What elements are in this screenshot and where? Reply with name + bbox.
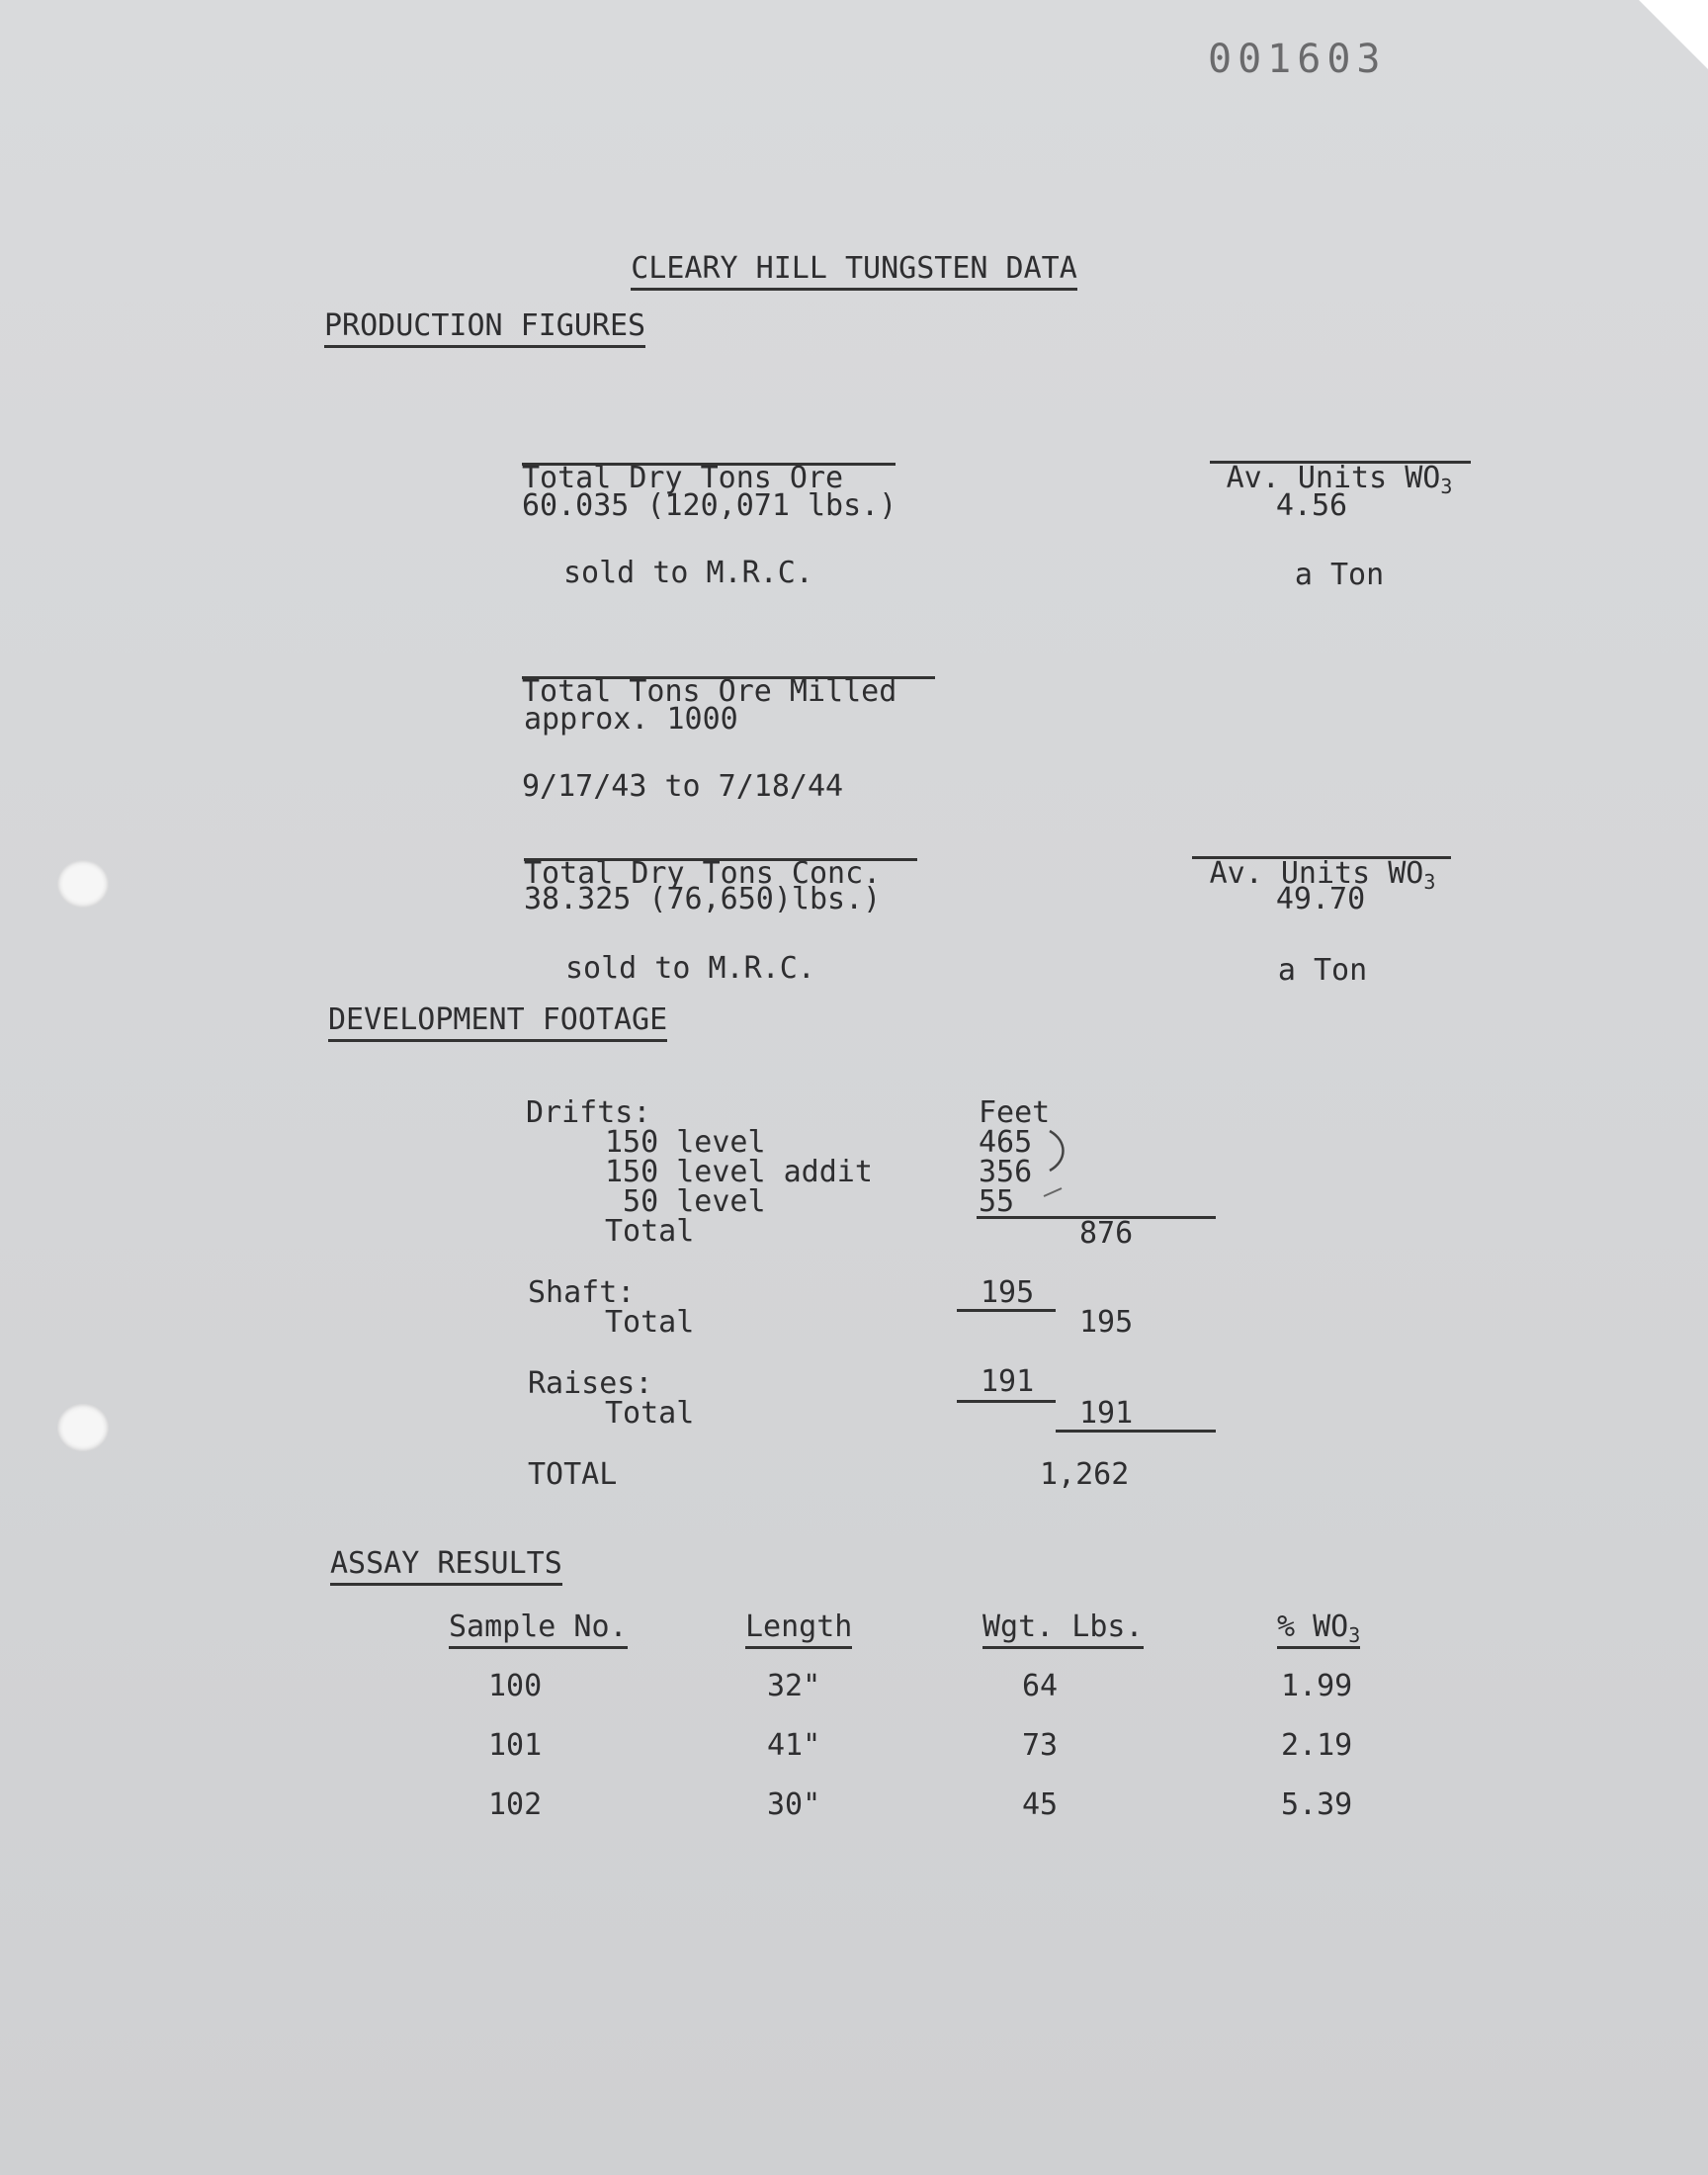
assay-header-weight: Wgt. Lbs. — [982, 1611, 1144, 1643]
conc-units-value: 49.70 — [1275, 882, 1366, 916]
assay-row-3-pct: 5.39 — [1281, 1787, 1353, 1822]
handwritten-bracket-mark — [1036, 1127, 1085, 1216]
drift-row-3-value: 55 — [979, 1184, 1015, 1219]
shaft-value: 195 — [981, 1275, 1035, 1310]
assay-heading: ASSAY RESULTS — [330, 1548, 562, 1580]
assay-row-2-weight: 73 — [1022, 1728, 1059, 1763]
punch-hole-top — [57, 860, 109, 908]
ore-sold-rule — [522, 463, 896, 466]
production-heading: PRODUCTION FIGURES — [324, 310, 645, 342]
assay-row-2-sample: 101 — [488, 1728, 543, 1763]
milled-value: approx. 1000 — [524, 702, 738, 737]
shaft-rule — [957, 1309, 1056, 1312]
drift-row-2-value: 356 — [979, 1155, 1033, 1189]
assay-row-2-length: 41" — [767, 1728, 821, 1763]
punch-hole-bottom — [57, 1404, 109, 1451]
conc-sold-label: Total Dry Tons Conc. sold to M.R.C. — [524, 856, 882, 986]
shaft-total-value: 195 — [1079, 1305, 1134, 1340]
milled-label: Total Tons Ore Milled 9/17/43 to 7/18/44 — [522, 674, 897, 804]
assay-header-sample: Sample No. — [449, 1611, 628, 1643]
development-heading: DEVELOPMENT FOOTAGE — [328, 1004, 667, 1036]
raises-label: Raises: — [528, 1366, 653, 1401]
assay-row-3-weight: 45 — [1022, 1787, 1059, 1822]
assay-header-pct: % $WO_3$ — [1277, 1610, 1361, 1647]
assay-row-1-pct: 1.99 — [1281, 1669, 1353, 1703]
document-title: CLEARY HILL TUNGSTEN DATA — [631, 251, 1077, 291]
raises-rule — [957, 1400, 1056, 1403]
conc-units-label: Av. Units $WO_3$ a Ton — [1209, 856, 1436, 988]
feet-label: Feet — [979, 1095, 1051, 1130]
ore-sold-label: Total Dry Tons Ore sold to M.R.C. — [522, 461, 844, 590]
conc-sold-rule — [524, 858, 917, 861]
drifts-total-value: 876 — [1079, 1216, 1134, 1251]
folded-corner — [1639, 0, 1708, 69]
shaft-label: Shaft: — [528, 1275, 636, 1310]
drifts-label: Drifts: — [526, 1095, 651, 1130]
ore-units-value: 4.56 — [1275, 488, 1348, 523]
drifts-total-label: Total — [605, 1214, 695, 1249]
milled-rule — [522, 676, 935, 679]
ore-units-rule — [1210, 461, 1471, 464]
drift-row-3-label: 50 level — [605, 1184, 766, 1219]
document-number: 001603 — [1208, 37, 1387, 82]
conc-sold-value: 38.325 (76,650)lbs.) — [524, 882, 882, 916]
assay-row-2-pct: 2.19 — [1281, 1728, 1353, 1763]
grand-total-value: 1,262 — [1040, 1457, 1130, 1492]
drift-row-2-label: 150 level addit — [605, 1155, 873, 1189]
assay-row-1-sample: 100 — [488, 1669, 543, 1703]
conc-units-rule — [1192, 856, 1451, 859]
drift-row-1-value: 465 — [979, 1125, 1033, 1160]
assay-row-1-weight: 64 — [1022, 1669, 1059, 1703]
shaft-total-label: Total — [605, 1305, 695, 1340]
assay-row-3-sample: 102 — [488, 1787, 543, 1822]
raises-total-value: 191 — [1079, 1396, 1134, 1431]
ore-units-label: Av. Units $WO_3$ a Ton — [1226, 461, 1453, 592]
ore-sold-value: 60.035 (120,071 lbs.) — [522, 488, 897, 523]
raises-value: 191 — [981, 1364, 1035, 1399]
assay-header-length: Length — [745, 1611, 852, 1643]
assay-row-1-length: 32" — [767, 1669, 821, 1703]
title-wrap — [0, 190, 1708, 348]
grand-total-label: TOTAL — [528, 1457, 618, 1492]
drift-row-1-label: 150 level — [605, 1125, 766, 1160]
assay-row-3-length: 30" — [767, 1787, 821, 1822]
raises-total-rule — [1056, 1430, 1216, 1433]
raises-total-label: Total — [605, 1396, 695, 1431]
